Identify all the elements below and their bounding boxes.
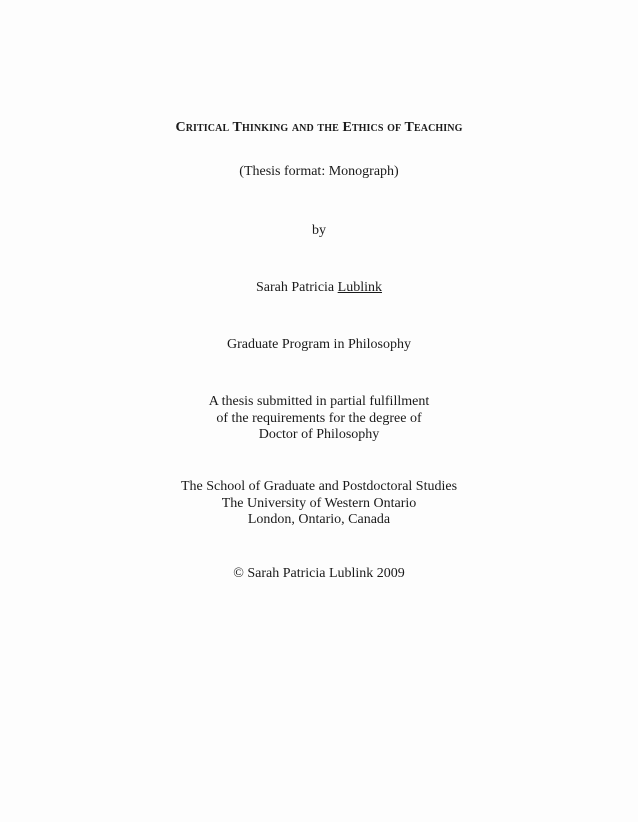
author-surname: Lublink (337, 280, 382, 295)
copyright-notice: © Sarah Patricia Lublink 2009 (233, 566, 405, 581)
author-name (0, 280, 638, 296)
institution-line: The School of Graduate and Postdoctoral Studies (180, 479, 458, 494)
purpose-line: A thesis submitted in partial fulfillment (208, 394, 430, 409)
purpose-line: of the requirements for the degree of (216, 410, 422, 426)
institution-block (0, 479, 638, 529)
institution-line: London, Ontario, Canada (247, 512, 391, 527)
institution-line: The University of Western Ontario (221, 495, 417, 511)
thesis-title: Critical Thinking and the Ethics of Teaching (175, 120, 463, 135)
author-first-names: Sarah Patricia (256, 280, 335, 295)
thesis-format: (Thesis format: Monograph) (239, 164, 399, 179)
purpose-line: Doctor of Philosophy (258, 427, 380, 442)
by-line: by (312, 223, 326, 238)
graduate-program: Graduate Program in Philosophy (227, 337, 411, 352)
thesis-purpose (0, 394, 638, 444)
